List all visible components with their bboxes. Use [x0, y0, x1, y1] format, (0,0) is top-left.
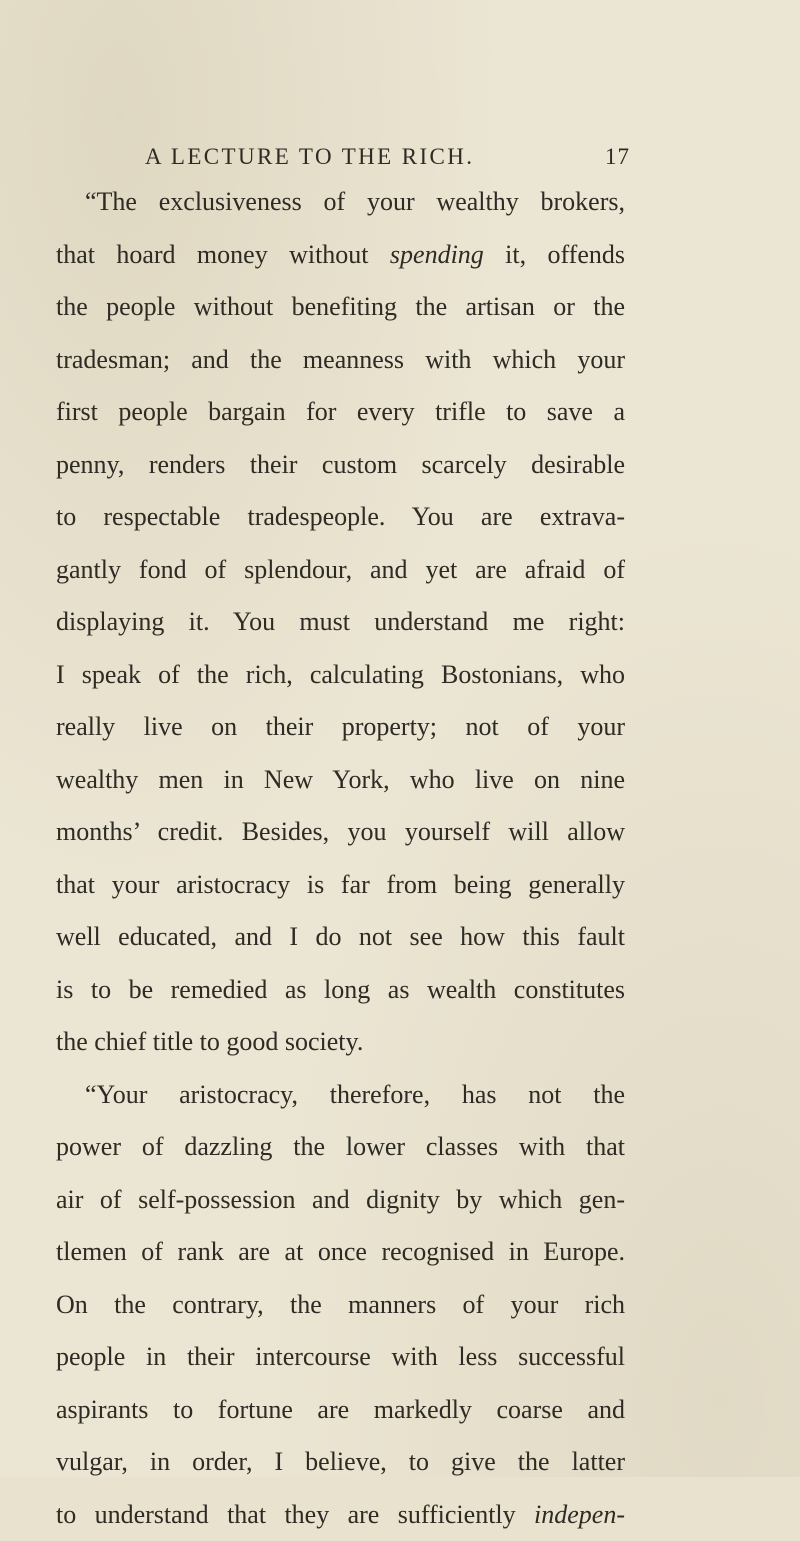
text-line: “Your aristocracy, therefore, has not the	[56, 1069, 625, 1122]
text-line: well educated, and I do not see how this fault	[56, 911, 625, 964]
text-line: months’ credit. Besides, you yourself will allow	[56, 806, 625, 859]
text-line: tlemen of rank are at once recognised in Europe.	[56, 1226, 625, 1279]
text-line: tradesman; and the meanness with which your	[56, 334, 625, 387]
text-line: displaying it. You must understand me right:	[56, 596, 625, 649]
text-line: wealthy men in New York, who live on nine	[56, 754, 625, 807]
text-line: gantly fond of splendour, and yet are afraid of	[56, 544, 625, 597]
body-text	[56, 176, 625, 1541]
text-line: I speak of the rich, calculating Bostonians, who	[56, 649, 625, 702]
text-line: first people bargain for every trifle to save a	[56, 386, 625, 439]
text-line: the chief title to good society.	[56, 1016, 625, 1069]
text-line: vulgar, in order, I believe, to give the latter	[56, 1436, 625, 1489]
text-line: air of self-possession and dignity by which gen-	[56, 1174, 625, 1227]
text-line: power of dazzling the lower classes with that	[56, 1121, 625, 1174]
text-line: is to be remedied as long as wealth constitutes	[56, 964, 625, 1017]
text-line: the people without benefiting the artisan or the	[56, 281, 625, 334]
text-line: that hoard money without spending it, offends	[56, 229, 625, 282]
text-line: to respectable tradespeople. You are extrava-	[56, 491, 625, 544]
text-line: people in their intercourse with less successful	[56, 1331, 625, 1384]
page-number: 17	[605, 144, 630, 170]
text-line: “The exclusiveness of your wealthy brokers,	[56, 176, 625, 229]
text-line: really live on their property; not of your	[56, 701, 625, 754]
running-title: A LECTURE TO THE RICH.	[145, 144, 474, 170]
text-line: that your aristocracy is far from being generally	[56, 859, 625, 912]
italic-emphasis: indepen-	[534, 1500, 625, 1529]
text-line: penny, renders their custom scarcely desirable	[56, 439, 625, 492]
italic-emphasis: spending	[390, 240, 484, 269]
text-line: aspirants to fortune are markedly coarse and	[56, 1384, 625, 1437]
text-line: On the contrary, the manners of your rich	[56, 1279, 625, 1332]
text-line: to understand that they are sufficiently indepen-	[56, 1489, 625, 1541]
